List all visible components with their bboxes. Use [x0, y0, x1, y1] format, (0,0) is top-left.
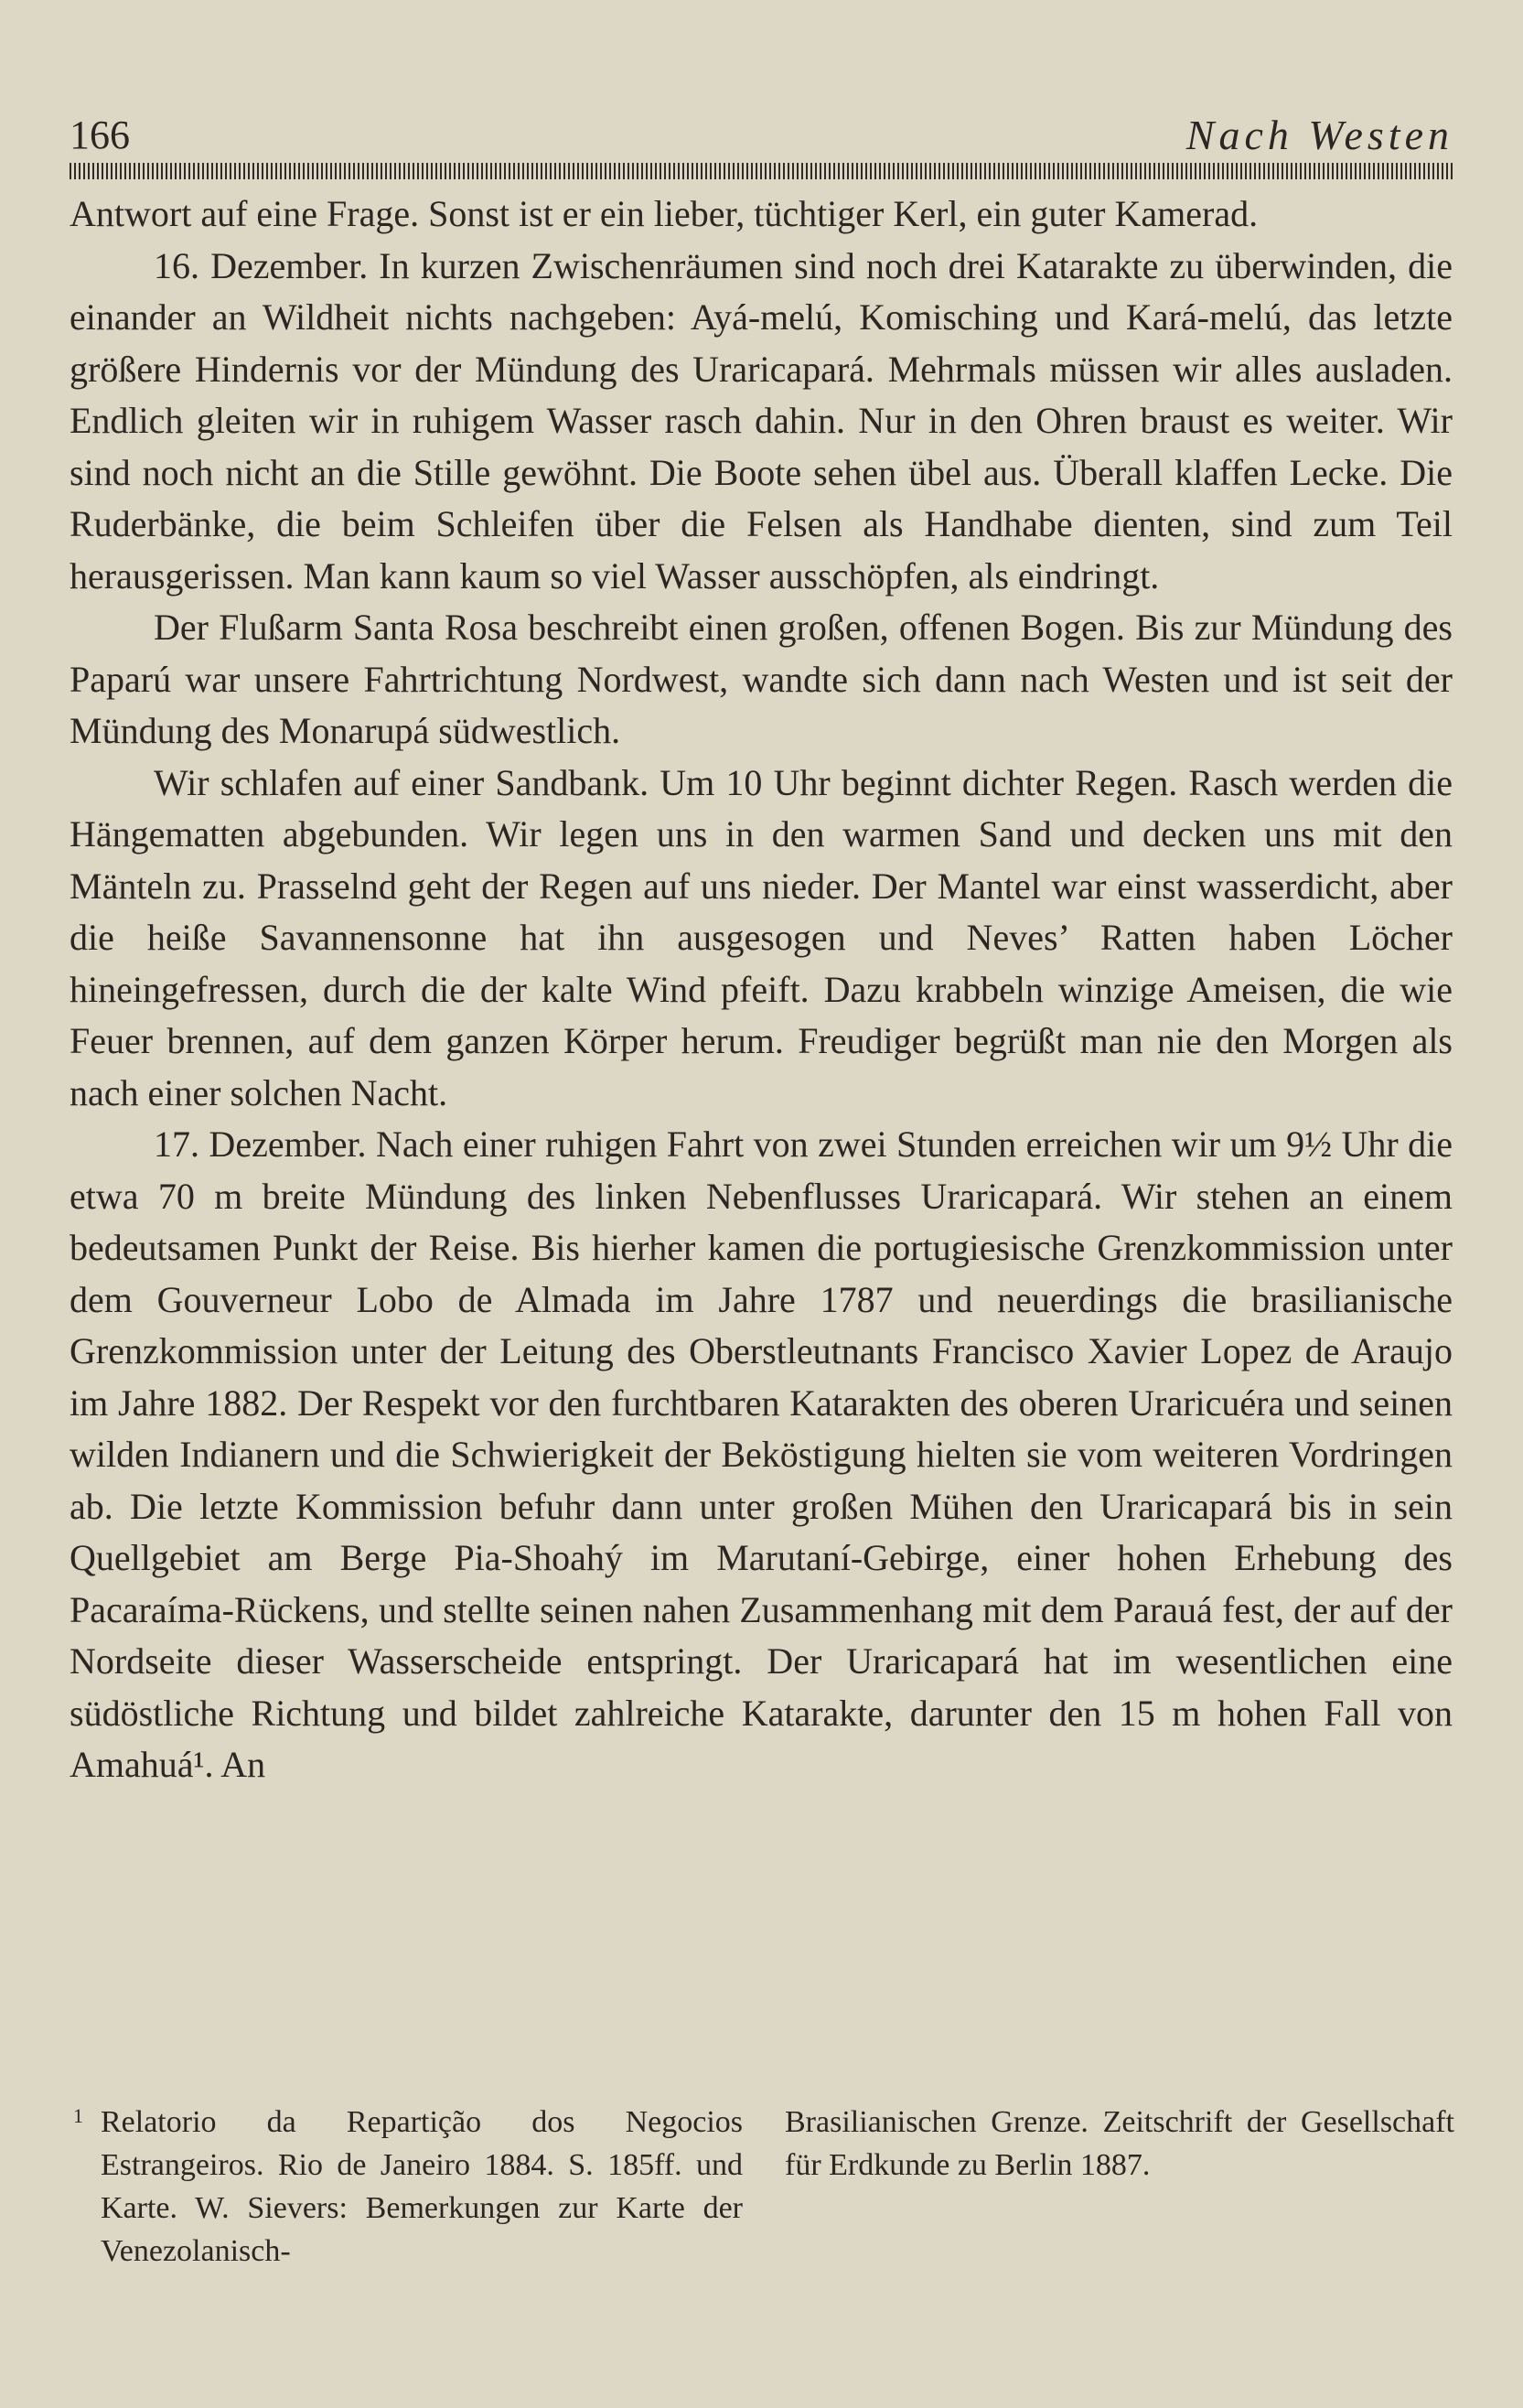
running-title: Nach Westen [1185, 112, 1453, 158]
footnotes [73, 2101, 1454, 2273]
paragraph: 17. Dezember. Nach einer ruhigen Fahrt von zwei Stunden erreichen wir um 9½ Uhr die etwa 70 m breite Mündung des linken Nebenflusses Uraricapará. Wir stehen an einem bedeutsamen Punkt der Reise. Bis hierher kamen die portugiesische Grenzkommission unter dem Gouverneur Lobo de Almada im Jahre 1787 und neuerdings die brasilianische Grenzkommission unter der Leitung des Oberstleutnants Francisco Xavier Lopez de Araujo im Jahre 1882. Der Respekt vor den furchtbaren Katarakten des oberen Uraricuéra und seinen wilden Indianern und die Schwierigkeit der Beköstigung hielten sie vom weiteren Vordringen ab. Die letzte Kommission befuhr dann unter großen Mühen den Uraricapará bis in sein Quellgebiet am Berge Pia-Shoahý im Marutaní-Gebirge, einer hohen Erhebung des Pacaraíma-Rückens, und stellte seinen nahen Zusammenhang mit dem Parauá fest, der auf der Nordseite dieser Wasserscheide entspringt. Der Uraricapará hat im wesentlichen eine südöstliche Richtung und bildet zahlreiche Katarakte, darunter den 15 m hohen Fall von Amahuá¹. An [70, 1123, 1453, 1785]
page-number: 166 [70, 113, 130, 157]
footnote-marker: 1 [73, 2104, 83, 2127]
paragraph: 16. Dezember. In kurzen Zwischenräumen sind noch drei Katarakte zu überwinden, die einander an Wildheit nichts nachgeben: Ayá-melú, Komisching und Kará-melú, das letzte größere Hindernis vor der Mündung des Uraricapará. Mehrmals müssen wir alles ausladen. Endlich gleiten wir in ruhigem Wasser rasch dahin. Nur in den Ohren braust es weiter. Wir sind noch nicht an die Stille gewöhnt. Die Boote sehen übel aus. Überall klaffen Lecke. Die Ruderbänke, die beim Schleifen über die Felsen als Handhabe dienten, sind zum Teil herausgerissen. Man kann kaum so viel Wasser ausschöpfen, als eindringt. [70, 244, 1453, 597]
paragraph: Der Flußarm Santa Rosa beschreibt einen großen, offenen Bogen. Bis zur Mündung des Paparú war unsere Fahrtrichtung Nordwest, wandte sich dann nach Westen und ist seit der Mündung des Monarupá südwestlich. [70, 607, 1453, 751]
footnote-right-column [785, 2101, 1454, 2273]
page-header [70, 108, 1453, 163]
header-rule [70, 163, 1453, 179]
body-text [70, 188, 1453, 1791]
footnote-left-column [73, 2101, 743, 2273]
paragraph: Antwort auf eine Frage. Sonst ist er ein lieber, tüchtiger Kerl, ein guter Kamerad. [70, 193, 1259, 234]
footnote-text-right: Brasilianischen Grenze. Zeitschrift der Gesellschaft für Erdkunde zu Berlin 1887. [785, 2105, 1454, 2182]
paragraph: Wir schlafen auf einer Sandbank. Um 10 Uhr beginnt dichter Regen. Rasch werden die Hängematten abgebunden. Wir legen uns in den warmen Sand und decken uns mit den Mänteln zu. Prasselnd geht der Regen auf uns nieder. Der Mantel war einst wasserdicht, aber die heiße Savannensonne hat ihn ausgesogen und Neves’ Ratten haben Löcher hineingefressen, durch die der kalte Wind pfeift. Dazu krabbeln winzige Ameisen, die wie Feuer brennen, auf dem ganzen Körper herum. Freudiger begrüßt man nie den Morgen als nach einer solchen Nacht. [70, 761, 1453, 1113]
footnote-text-left: Relatorio da Repartição dos Negocios Estrangeiros. Rio de Janeiro 1884. S. 185ff. und Karte. W. Sievers: Bemerkungen zur Karte der Venezolanisch- [101, 2105, 743, 2268]
